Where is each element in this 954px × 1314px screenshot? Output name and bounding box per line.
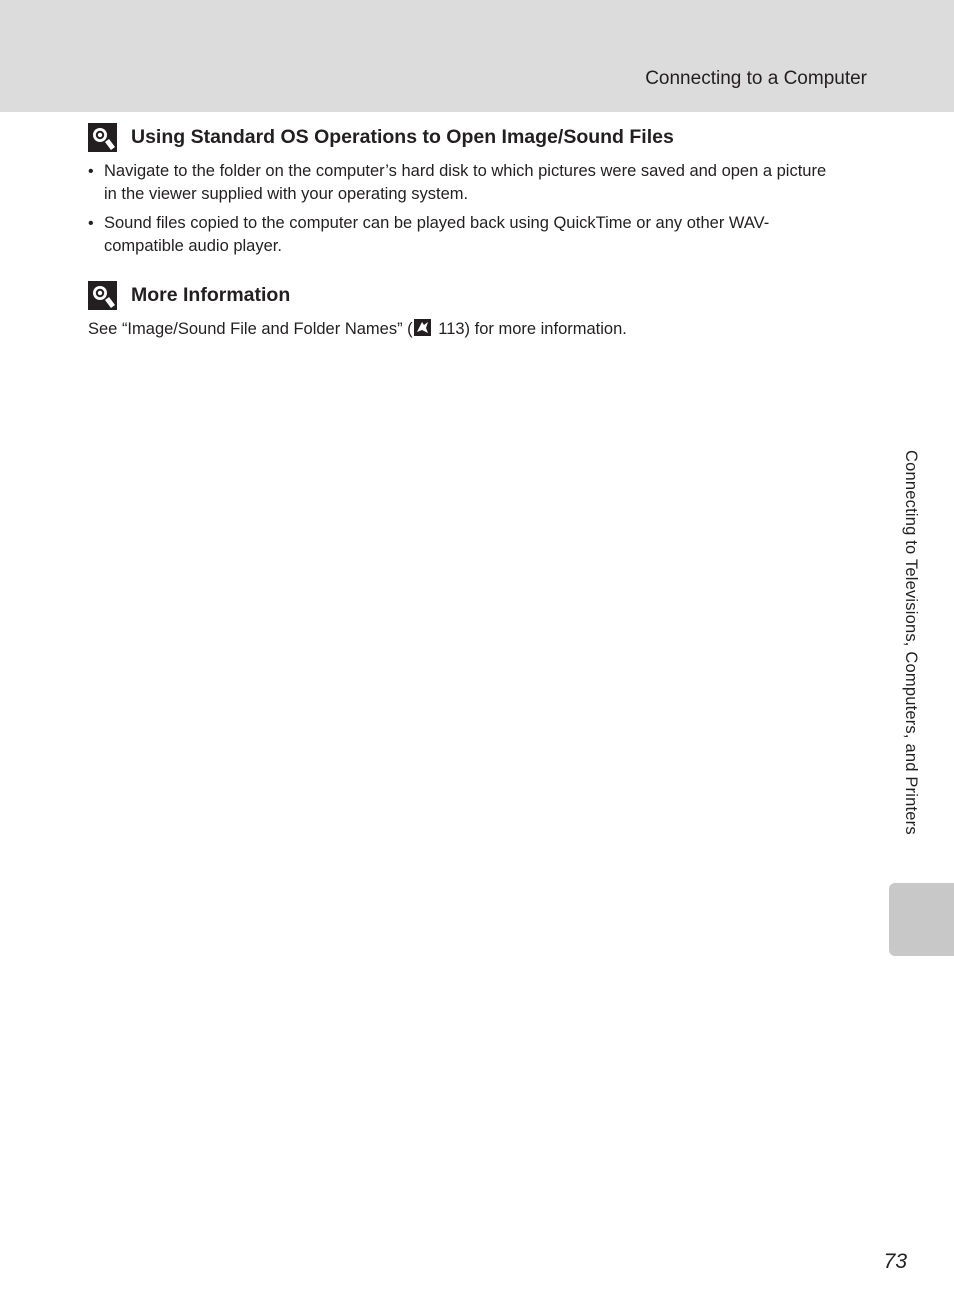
chapter-side-label: Connecting to Televisions, Computers, and Printers [902,450,920,835]
section-title: More Information [131,283,291,306]
running-head: Connecting to a Computer [645,68,867,89]
section-title: Using Standard OS Operations to Open Image/Sound Files [131,125,674,148]
text-before-reference: See “Image/Sound File and Folder Names” ( [88,320,413,338]
bullet-list [88,160,838,258]
section-heading [88,122,838,152]
header-band [0,0,954,112]
text-after-reference: 113) for more information. [433,320,627,338]
list-item-text: Sound files copied to the computer can be played back using QuickTime or any other WAV-compatible audio player. [104,214,770,255]
bullet-dot: • [88,215,94,232]
note-magnifier-icon [88,281,117,310]
page-number: 73 [883,1250,907,1273]
bullet-dot: • [88,163,94,180]
section-open-files [88,122,838,264]
more-information-text [88,318,838,341]
section-more-information [88,280,838,341]
note-magnifier-icon [88,123,117,152]
list-item [88,160,838,206]
chapter-tab[interactable] [889,883,954,956]
page-reference-icon[interactable] [414,319,431,336]
section-heading [88,280,838,310]
list-item [88,212,838,258]
list-item-text: Navigate to the folder on the computer’s hard disk to which pictures were saved and open a picture in the viewer supplied with your operating system. [104,162,827,203]
